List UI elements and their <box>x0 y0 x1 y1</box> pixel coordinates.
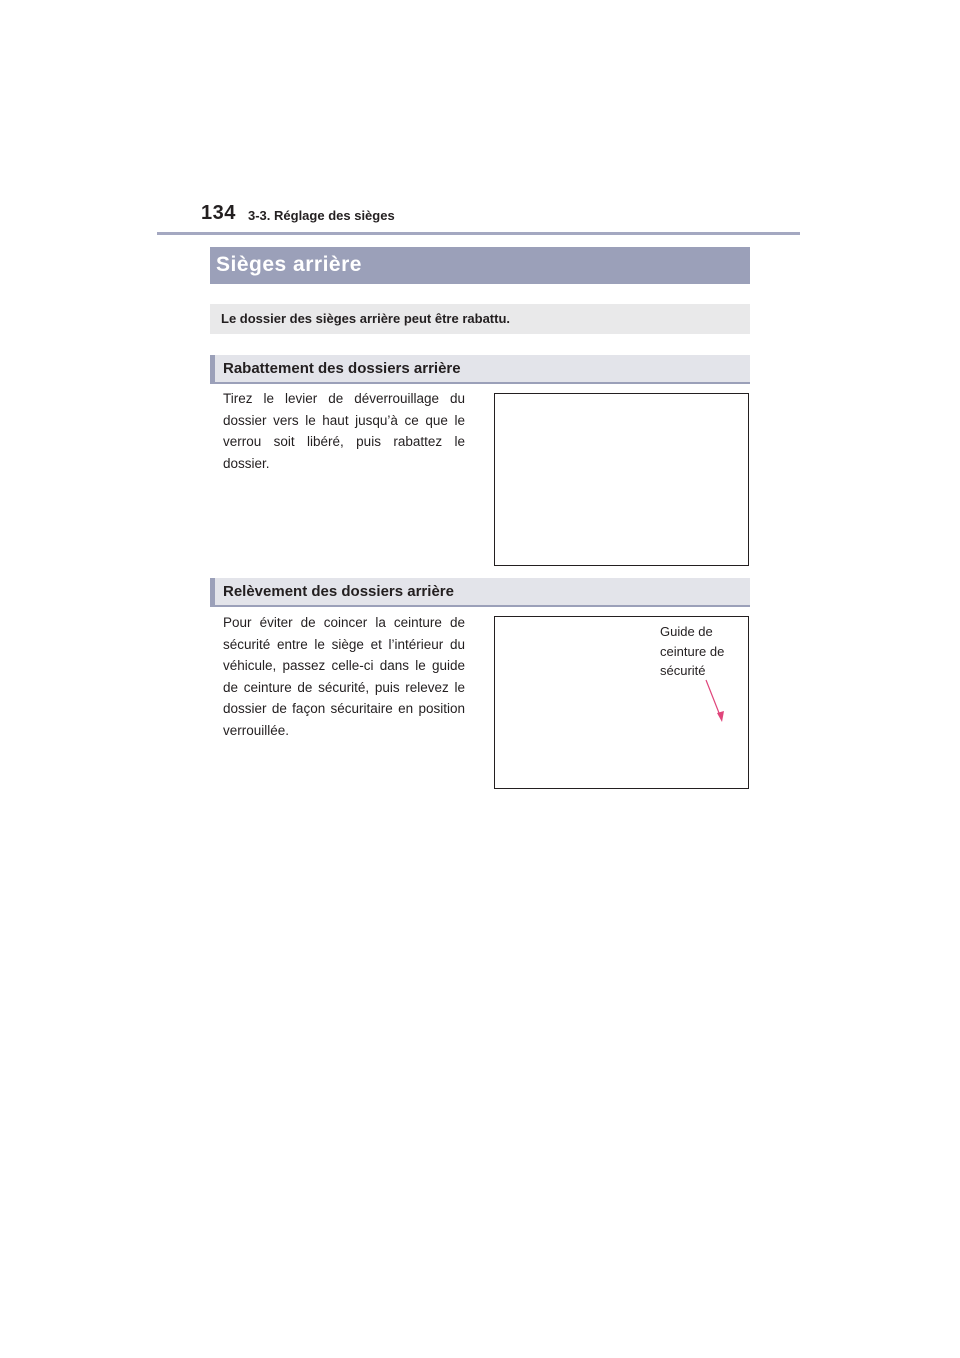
title-bar <box>210 247 750 284</box>
running-header: 3-3. Réglage des sièges <box>248 208 395 223</box>
header-rule <box>157 232 800 235</box>
fold-instructions: Tirez le levier de déverrouillage du dossier vers le haut jusqu’à ce que le verrou soit libéré, puis rabattez le dossier. <box>223 391 465 471</box>
heading-accent <box>210 578 215 607</box>
callout-arrow <box>495 617 750 790</box>
raise-illustration <box>494 616 749 789</box>
intro-text: Le dossier des sièges arrière peut être rabattu. <box>221 311 511 326</box>
section-heading-raise <box>210 578 750 607</box>
section-heading-raise-text: Relèvement des dossiers arrière <box>223 583 454 600</box>
figure-callout-label: Guide de ceinture de sécurité <box>660 624 725 678</box>
page-title: Sièges arrière <box>216 253 362 276</box>
page-number: 134 <box>201 202 236 224</box>
section-heading-fold <box>210 355 750 384</box>
heading-accent <box>210 355 215 384</box>
fold-illustration <box>494 393 749 566</box>
intro-bar <box>210 304 750 334</box>
raise-instructions: Pour éviter de coincer la ceinture de sécurité entre le siège et l’intérieur du véhicule, passez celle-ci dans le guide de ceinture de sécurité, puis relevez le dossier de façon sécuritaire en position verrouillée. <box>223 615 465 738</box>
section-heading-fold-text: Rabattement des dossiers arrière <box>223 360 461 377</box>
